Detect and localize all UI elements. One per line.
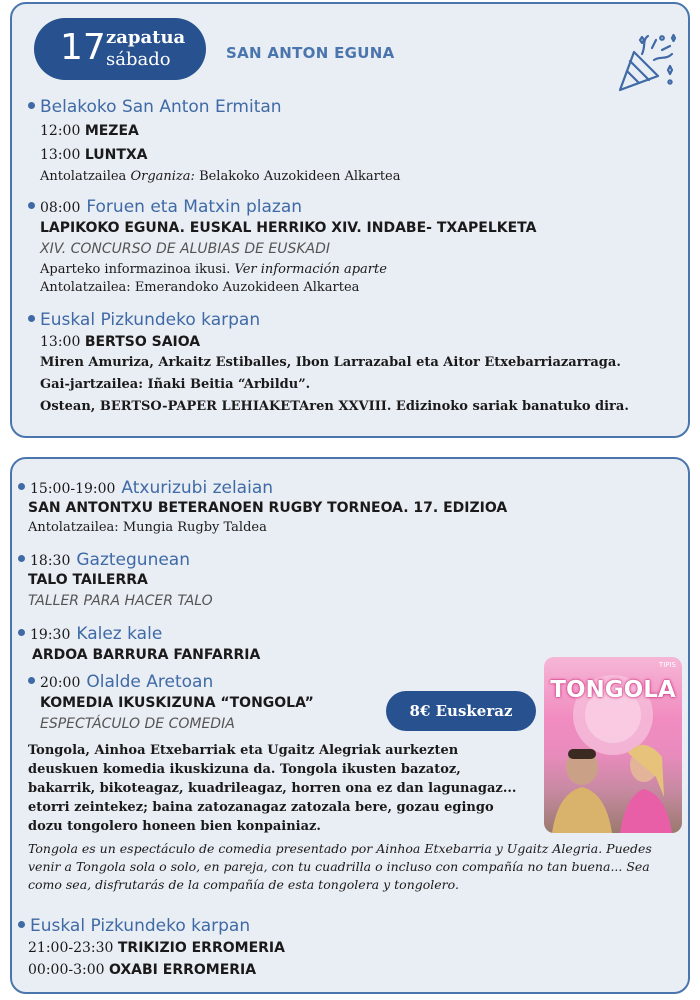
bullet-dot-icon: [28, 677, 35, 684]
event-description-es: Tongola es un espectáculo de comedia presentado por Ainhoa Etxebarria y Ugaitz Alegria. Puedes venir a Tongola sola o solo, en pareja, con tu cuadrilla o incluso con compañía no tan buena... Sea como sea, disfrutarás de la compañía de esta tongolera y tongolero.: [28, 841, 652, 892]
event-venue: Belakoko San Anton Ermitan: [28, 96, 700, 118]
event-title: ARDOA BARRURA FANFARRIA: [32, 647, 261, 663]
day-card-morning: [10, 2, 690, 438]
event-venue: Euskal Pizkundeko karpan: [18, 915, 698, 937]
schedule-item: 12:00 MEZEA: [40, 123, 139, 139]
event-venue: 15:00-19:00 Atxurizubi zelaian: [18, 477, 698, 500]
schedule-item: 00:00-3:00 OXABI ERROMERIA: [28, 962, 257, 978]
event-block: [28, 309, 700, 331]
date-number: 17: [60, 27, 106, 68]
tongola-poster: [544, 657, 682, 833]
event-organizer: Antolatzailea: Emerandoko Auzokideen Alkartea: [40, 280, 360, 295]
event-venue: Euskal Pizkundeko karpan: [28, 309, 700, 331]
party-popper-icon: [612, 30, 680, 96]
event-organizer: Antolatzailea: Mungia Rugby Taldea: [28, 520, 267, 535]
day-title: SAN ANTON EGUNA: [226, 44, 395, 62]
price-badge: 8€ Euskeraz: [386, 691, 536, 731]
event-organizer: Antolatzailea Organiza: Belakoko Auzokideen Alkartea: [40, 169, 401, 184]
event-title-es: ESPECTÁCULO DE COMEDIA: [40, 716, 235, 732]
date-badge: [34, 18, 206, 80]
event-theme-setter: Gai-jartzailea: Iñaki Beitia “Arbildu”.: [40, 377, 311, 392]
bullet-dot-icon: [18, 629, 25, 636]
bullet-dot-icon: [28, 102, 35, 109]
event-venue: 18:30 Gaztegunean: [18, 549, 698, 572]
event-block: [18, 477, 698, 500]
event-venue: 19:30 Kalez kale: [18, 623, 698, 646]
event-block: [18, 623, 698, 646]
event-awards: Ostean, BERTSO-PAPER LEHIAKETAren XXVIII. Edizinoko sariak banatuko dira.: [40, 399, 629, 414]
schedule-item: 13:00 LUNTXA: [40, 147, 148, 163]
event-block: [18, 915, 698, 937]
schedule-item: 21:00-23:30 TRIKIZIO ERROMERIA: [28, 940, 285, 956]
bullet-dot-icon: [28, 202, 35, 209]
bullet-dot-icon: [18, 921, 25, 928]
event-title-es: XIV. CONCURSO DE ALUBIAS DE EUSKADI: [40, 241, 331, 257]
schedule-item: 13:00 BERTSO SAIOA: [40, 334, 201, 350]
event-title: KOMEDIA IKUSKIZUNA “TONGOLA”: [40, 695, 314, 711]
bullet-dot-icon: [18, 555, 25, 562]
event-participants: Miren Amuriza, Arkaitz Estiballes, Ibon Larrazabal eta Aitor Etxebarriazarraga.: [40, 355, 621, 370]
event-block: [28, 96, 700, 118]
event-block: [18, 549, 698, 572]
event-title: SAN ANTONTXU BETERANOEN RUGBY TORNEOA. 17. EDIZIOA: [28, 500, 508, 516]
bullet-dot-icon: [18, 483, 25, 490]
day-name-es: sábado: [106, 49, 171, 70]
poster-tag: TIPIS: [658, 661, 676, 669]
event-title: LAPIKOKO EGUNA. EUSKAL HERRIKO XIV. INDABE- TXAPELKETA: [40, 220, 537, 236]
day-name-eu: zapatua: [106, 27, 186, 48]
poster-title: TONGOLA: [550, 677, 676, 703]
event-title-es: TALLER PARA HACER TALO: [28, 593, 213, 609]
event-block: [28, 196, 700, 219]
event-venue: 20:00 Olalde Aretoan: [28, 671, 528, 694]
event-info: Aparteko informazinoa ikusi. Ver información aparte: [40, 262, 387, 277]
day-card-evening: [10, 457, 690, 994]
event-venue: 08:00 Foruen eta Matxin plazan: [28, 196, 700, 219]
event-description-eu: Tongola, Ainhoa Etxebarriak eta Ugaitz Alegriak aurkezten deuskuen komedia ikuskizuna da. Tongola ikusten bazatoz, bakarrik, bikoteagaz, kuadrileagaz, horren ona ez dan lagunagaz... etorri zeintekez; baina zatozanagaz zatozala bere, gozau egingo dozu tongolero honeen bien konpainiaz.: [28, 743, 517, 834]
event-title: TALO TAILERRA: [28, 572, 148, 588]
bullet-dot-icon: [28, 315, 35, 322]
